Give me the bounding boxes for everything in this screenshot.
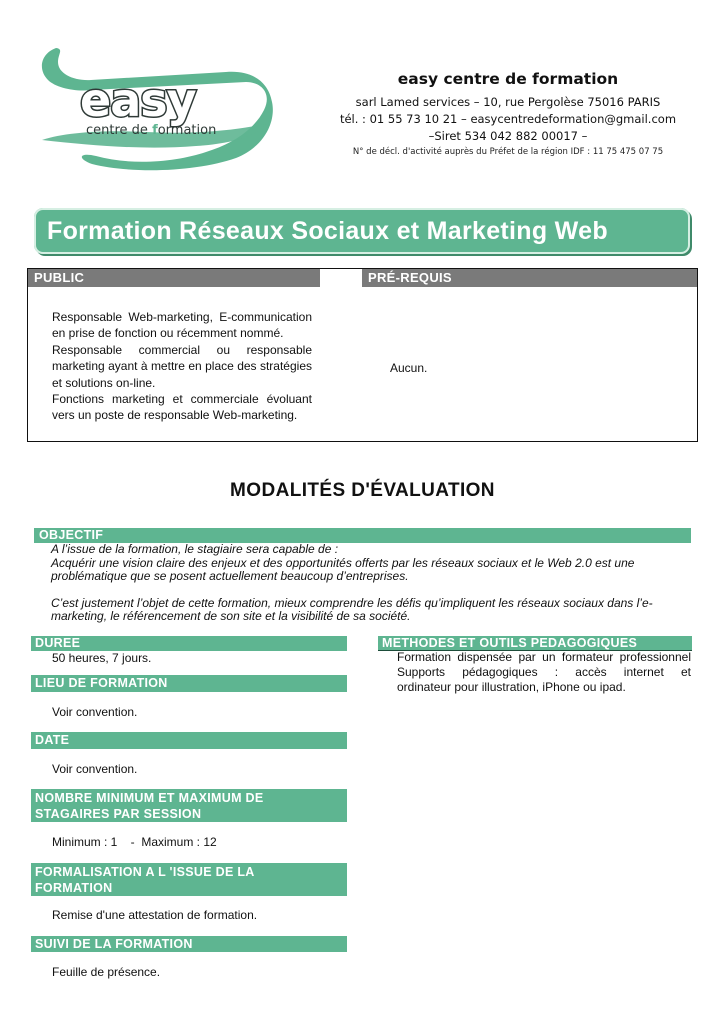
logo-subtitle: centre de formation — [86, 123, 217, 138]
lieu-header: LIEU DE FORMATION — [31, 675, 347, 692]
objectif-line: Acquérir une vision claire des enjeux et des opportunités offerts par les réseaux sociaux et le Web 2.0 est une — [51, 555, 635, 570]
evaluation-title: MODALITÉS D'ÉVALUATION — [230, 480, 495, 501]
company-name: easy centre de formation — [397, 70, 619, 88]
company-address: sarl Lamed services – 10, rue Pergolèse 75016 PARIS — [355, 95, 661, 109]
company-logo — [36, 40, 276, 176]
objectif-header: OBJECTIF — [34, 528, 691, 543]
date-header: DATE — [31, 732, 347, 749]
methodes-line: Formation dispensée par un formateur professionnel — [397, 650, 691, 664]
duree-text: 50 heures, 7 jours. — [52, 651, 152, 665]
suivi-text: Feuille de présence. — [52, 965, 161, 979]
formalisation-text: Remise d'une attestation de formation. — [52, 908, 258, 922]
methodes-line: Supports pédagogiques : accès internet et — [397, 665, 691, 679]
public-paragraph: Responsable commercial ou responsable marketing ayant à mettre en place des stratégies et solutions on-line. — [52, 342, 312, 390]
methodes-header: METHODES ET OUTILS PEDAGOGIQUES — [378, 636, 692, 651]
suivi-header: SUIVI DE LA FORMATION — [31, 936, 347, 952]
duree-header: DUREE — [31, 636, 347, 651]
formalisation-header-line: FORMALISATION A L 'ISSUE DE LA — [35, 865, 255, 879]
public-paragraph: Fonctions marketing et commerciale évoluant vers un poste de responsable Web-marketing. — [52, 392, 312, 423]
formalisation-header-line: FORMATION — [35, 881, 113, 895]
prereq-text: Aucun. — [390, 361, 428, 375]
company-siret: –Siret 534 042 882 00017 – — [428, 129, 588, 143]
company-contact: tél. : 01 55 73 10 21 – easycentredeformation@gmail.com — [339, 112, 677, 126]
public-prereq-box — [27, 268, 698, 442]
objectif-text — [51, 543, 691, 624]
date-text: Voir convention. — [52, 762, 138, 776]
formalisation-header — [31, 863, 347, 896]
objectif-line: A l’issue de la formation, le stagiaire sera capable de : — [51, 542, 339, 556]
objectif-line: marketing, le référencement de son site et la visibilité de sa société. — [51, 609, 411, 624]
nombre-text: Minimum : 1 - Maximum : 12 — [52, 835, 217, 849]
nombre-header-line: STAGAIRES PAR SESSION — [35, 807, 202, 821]
methodes-line: ordinateur pour illustration, iPhone ou ipad. — [397, 680, 626, 694]
public-text — [52, 309, 312, 424]
company-info — [330, 70, 686, 157]
company-declaration: N° de décl. d'activité auprès du Préfet de la région IDF : 11 75 475 07 75 — [352, 147, 664, 157]
prereq-header: PRÉ-REQUIS — [362, 269, 697, 287]
public-header: PUBLIC — [28, 269, 320, 287]
lieu-text: Voir convention. — [52, 705, 138, 719]
objectif-line: C’est justement l’objet de cette formation, mieux comprendre les défis qu’impliquent les réseaux sociaux dans l’e- — [51, 595, 653, 610]
objectif-line: problématique que se posent actuellement beaucoup d’entreprises. — [51, 569, 409, 584]
public-paragraph: Responsable Web-marketing, E-communication en prise de fonction ou récemment nommé. — [52, 310, 312, 341]
methodes-text — [397, 650, 691, 695]
nombre-header-line: NOMBRE MINIMUM ET MAXIMUM DE — [35, 791, 264, 805]
logo-word: easy — [80, 73, 196, 127]
nombre-header — [31, 789, 347, 822]
page-title: Formation Réseaux Sociaux et Marketing Web — [34, 208, 690, 254]
